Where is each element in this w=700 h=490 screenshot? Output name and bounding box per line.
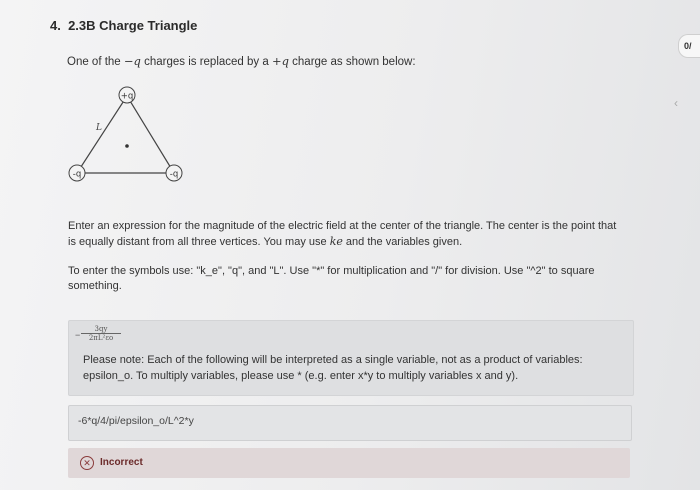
ke-symbol: ke xyxy=(329,235,343,248)
answer-input[interactable] xyxy=(68,405,632,441)
question-title: 2.3B Charge Triangle xyxy=(68,18,198,33)
incorrect-icon: ✕ xyxy=(80,456,94,470)
intro-text: One of the −q charges is replaced by a +q charge as shown below: xyxy=(67,54,416,68)
side-length-label: L xyxy=(96,123,102,133)
answer-input-value: -6*q/4/pi/epsilon_o/L^2*y xyxy=(78,415,194,427)
center-point xyxy=(125,144,129,148)
preview-minus: − xyxy=(75,330,81,340)
neg-charge-symbol: −q xyxy=(123,54,141,68)
result-label: Incorrect xyxy=(100,457,143,468)
question-heading xyxy=(50,18,197,33)
pos-charge-symbol: +q xyxy=(271,54,289,68)
variable-note: Please note: Each of the following will be interpreted as a single variable, not as a product of variables: epsilon_o. To multiply variables, please use * (e.g. enter x*y to multiply variables x and y). xyxy=(83,354,583,382)
question-number: 4. xyxy=(50,18,61,33)
input-instructions: To enter the symbols use: "k_e", "q", and "L". Use "*" for multiplication and "/" for division. Use "^2" to square something. xyxy=(68,265,595,292)
preview-numerator: 3qy xyxy=(81,325,121,334)
question-prompt: Enter an expression for the magnitude of the electric field at the center of the triangle. The center is the point that is equally distant from all three vertices. You may use ke and the variables given. xyxy=(68,220,617,248)
answer-preview-box xyxy=(68,320,634,396)
chevron-left-icon[interactable]: ‹ xyxy=(674,96,678,110)
charge-triangle-figure xyxy=(60,80,200,190)
triangle-side-left xyxy=(77,96,127,173)
left-charge-label: -q xyxy=(72,169,82,180)
right-charge-label: -q xyxy=(169,169,179,180)
top-charge-label: +q xyxy=(120,91,134,102)
score-badge: 0/ xyxy=(678,34,700,58)
answer-preview-fraction xyxy=(81,325,121,342)
result-banner xyxy=(68,448,630,478)
preview-denominator: 2πL²εo xyxy=(88,334,114,342)
triangle-side-right xyxy=(127,96,174,173)
